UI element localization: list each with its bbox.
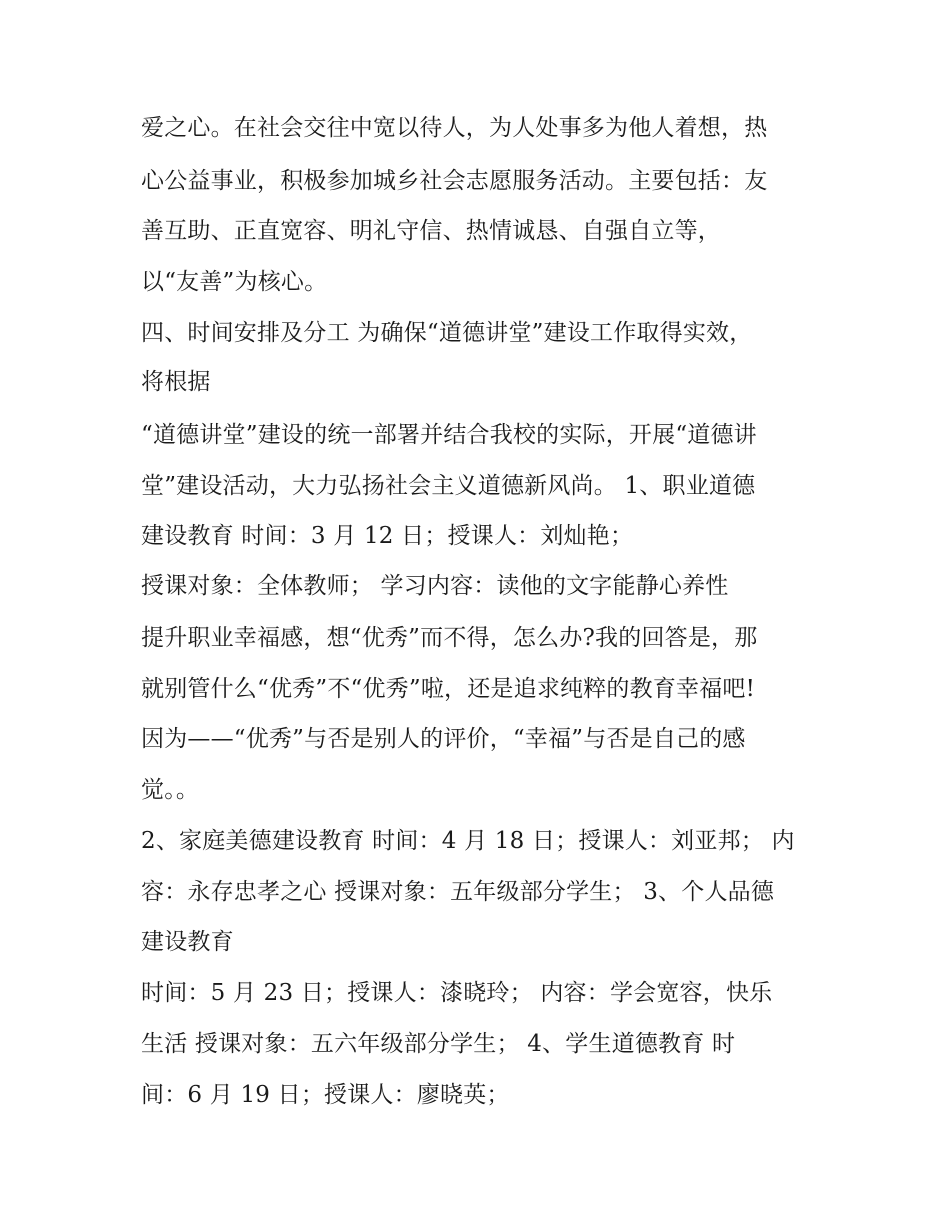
text-line: 善互助、正直宽容、明礼守信、热情诚恳、自强自立等， (141, 218, 721, 244)
text-line: 堂”建设活动，大力弘扬社会主义道德新风尚。 1、职业道德 (141, 473, 756, 499)
text-line: 就别管什么“优秀”不“优秀”啦，还是追求纯粹的教育幸福吧! (141, 676, 756, 702)
text-line: 间：6 月 19 日；授课人：廖晓英； (141, 1082, 510, 1108)
text-line: 建设教育 时间：3 月 12 日；授课人：刘灿艳； (141, 523, 634, 549)
text-line: 觉。。 (141, 777, 200, 803)
text-line: 容：永存忠孝之心 授课对象：五年级部分学生； 3、个人品德 (141, 879, 775, 905)
text-line: 生活 授课对象：五六年级部分学生； 4、学生道德教育 时 (141, 1031, 736, 1057)
text-line: 时间：5 月 23 日；授课人：漆晓玲； 内容：学会宽容，快乐 (141, 980, 773, 1006)
text-line: 四、时间安排及分工 为确保“道德讲堂”建设工作取得实效， (141, 320, 753, 346)
text-line: 建设教育 (141, 929, 234, 955)
text-line: 心公益事业，积极参加城乡社会志愿服务活动。主要包括：友 (141, 168, 768, 194)
text-line: 因为——“优秀”与否是别人的评价，“幸福”与否是自己的感 (141, 726, 746, 752)
text-line: 以“友善”为核心。 (141, 269, 328, 295)
text-line: 授课对象：全体教师； 学习内容：读他的文字能静心养性 (141, 573, 729, 599)
text-line: 将根据 (141, 369, 211, 395)
text-line: 爱之心。在社会交往中宽以待人，为人处事多为他人着想，热 (141, 115, 768, 141)
text-line: 2、家庭美德建设教育 时间：4 月 18 日；授课人：刘亚邦； 内 (141, 828, 795, 854)
text-line: 提升职业幸福感，想“优秀”而不得，怎么办?我的回答是，那 (141, 625, 758, 651)
text-line: “道德讲堂”建设的统一部署并结合我校的实际，开展“道德讲 (141, 422, 757, 448)
